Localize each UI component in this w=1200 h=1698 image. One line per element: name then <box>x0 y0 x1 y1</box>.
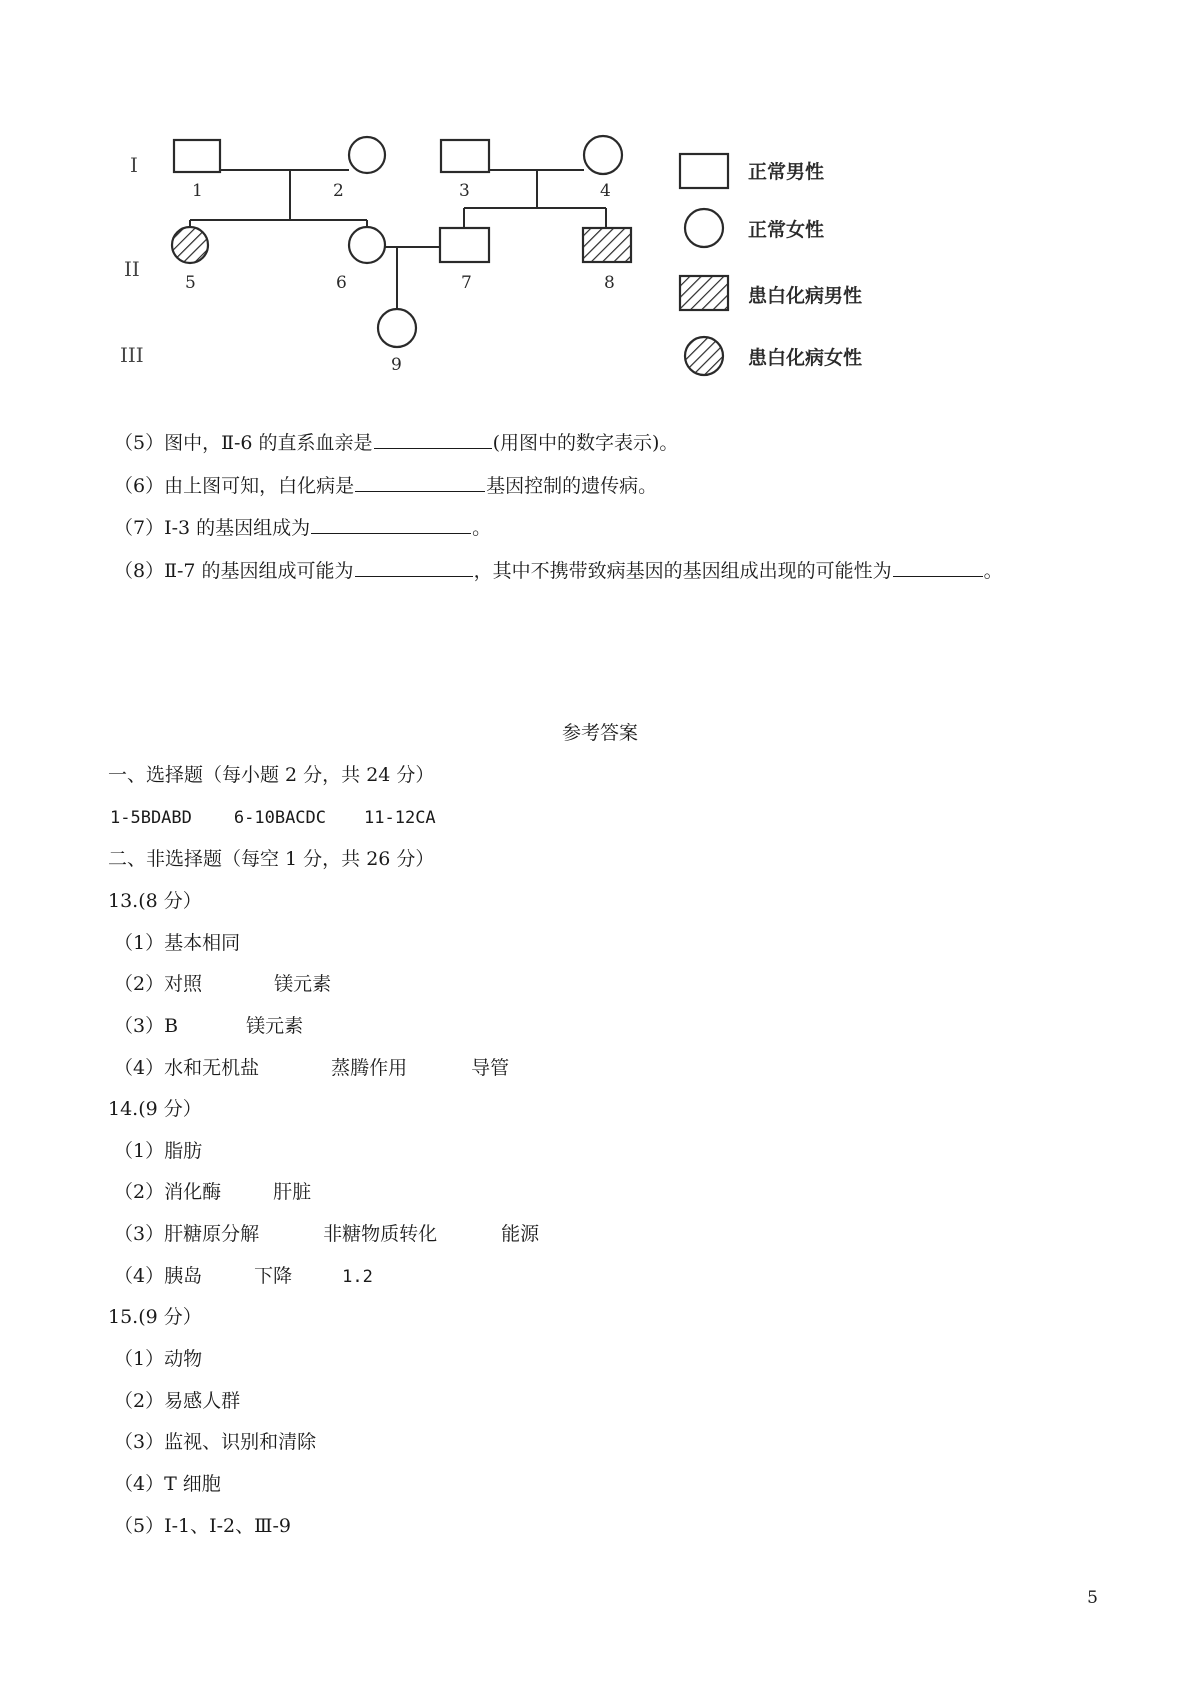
section-2-heading: 二、非选择题（每空 1 分，共 26 分） <box>108 848 435 870</box>
individual-number-1: 1 <box>192 181 203 201</box>
question-5-text: （5）图中，Ⅱ-6 的直系血亲是 <box>114 432 373 454</box>
legend-normal-male-label: 正常男性 <box>748 161 825 183</box>
q13-4 <box>114 1056 509 1080</box>
q13-2-b: 镁元素 <box>274 973 332 995</box>
q13-2 <box>114 972 331 996</box>
individual-4-normal-female <box>584 136 622 174</box>
individual-number-3: 3 <box>459 181 470 201</box>
mc-answers-3: 11-12CA <box>364 808 436 828</box>
q14-4-c: 1.2 <box>342 1267 373 1287</box>
individual-number-6: 6 <box>336 273 347 293</box>
question-5 <box>114 430 678 455</box>
legend-affected-female-label: 患白化病女性 <box>748 347 863 369</box>
individual-2-normal-female <box>349 137 385 173</box>
q14-4-a: （4）胰岛 <box>114 1265 203 1287</box>
individual-9-normal-female <box>378 309 416 347</box>
q15-1: （1）动物 <box>114 1348 203 1370</box>
mc-answers <box>110 806 436 830</box>
question-6-suffix: 基因控制的遗传病。 <box>486 475 658 497</box>
section-1-heading: 一、选择题（每小题 2 分，共 24 分） <box>108 764 435 786</box>
q13-3-a: （3）B <box>114 1015 179 1037</box>
q14-2-a: （2）消化酶 <box>114 1181 222 1203</box>
q13-4-b: 蒸腾作用 <box>331 1057 408 1079</box>
q14-2 <box>114 1180 311 1204</box>
answer-blank-5[interactable] <box>374 430 492 449</box>
individual-number-8: 8 <box>604 273 615 293</box>
question-6 <box>114 473 657 498</box>
generation-label-2: II <box>124 257 140 281</box>
q15-heading: 15.(9 分） <box>108 1306 202 1328</box>
mc-answers-2: 6-10BACDC <box>233 808 327 828</box>
generation-label-1: I <box>130 153 138 177</box>
question-7-text: （7）Ⅰ-3 的基因组成为 <box>114 517 311 539</box>
legend-normal-male-symbol <box>680 154 728 188</box>
q13-1: （1）基本相同 <box>114 932 241 954</box>
q15-5: （5）Ⅰ-1、Ⅰ-2、Ⅲ-9 <box>114 1515 291 1537</box>
q14-2-b: 肝脏 <box>273 1181 312 1203</box>
question-8 <box>114 558 1003 583</box>
answer-blank-7[interactable] <box>311 515 471 534</box>
individual-7-normal-male <box>440 228 489 262</box>
q13-4-c: 导管 <box>471 1057 510 1079</box>
individual-3-normal-male <box>441 140 489 172</box>
q14-heading: 14.(9 分） <box>108 1098 202 1120</box>
question-8-middle: ，其中不携带致病基因的基因组成出现的可能性为 <box>473 560 892 582</box>
question-6-text: （6）由上图可知，白化病是 <box>114 475 355 497</box>
question-8-suffix: 。 <box>983 560 1003 582</box>
q15-3: （3）监视、识别和清除 <box>114 1431 317 1453</box>
q13-2-a: （2）对照 <box>114 973 203 995</box>
q14-3-a: （3）肝糖原分解 <box>114 1223 260 1245</box>
q14-4 <box>114 1264 373 1289</box>
individual-number-2: 2 <box>333 181 344 201</box>
legend-affected-male-label: 患白化病男性 <box>748 285 863 307</box>
legend-normal-female-label: 正常女性 <box>748 219 825 241</box>
q13-3 <box>114 1014 303 1038</box>
individual-number-4: 4 <box>600 181 611 201</box>
individual-6-normal-female <box>349 227 385 263</box>
individual-number-7: 7 <box>461 273 472 293</box>
q14-1: （1）脂肪 <box>114 1140 203 1162</box>
q14-3 <box>114 1222 539 1246</box>
question-7-suffix: 。 <box>472 517 492 539</box>
q13-heading: 13.(8 分） <box>108 890 202 912</box>
individual-5-affected-female <box>172 227 208 263</box>
individual-1-normal-male <box>174 140 220 172</box>
q13-4-a: （4）水和无机盐 <box>114 1057 260 1079</box>
legend-normal-female-symbol <box>685 209 723 247</box>
q15-4: （4）T 细胞 <box>114 1473 221 1495</box>
answer-blank-8b[interactable] <box>893 558 983 577</box>
answers-title: 参考答案 <box>561 722 638 744</box>
legend-affected-female-symbol <box>685 337 723 375</box>
q14-3-b: 非糖物质转化 <box>323 1223 438 1245</box>
individual-number-5: 5 <box>185 273 196 293</box>
pedigree-chart <box>100 130 1000 420</box>
q13-3-b: 镁元素 <box>246 1015 304 1037</box>
q14-3-c: 能源 <box>501 1223 540 1245</box>
individual-8-affected-male <box>583 228 631 262</box>
question-7 <box>114 515 491 540</box>
q14-4-b: 下降 <box>254 1265 293 1287</box>
page-number: 5 <box>1087 1588 1098 1608</box>
legend-affected-male-symbol <box>680 276 728 310</box>
question-8-text: （8）Ⅱ-7 的基因组成可能为 <box>114 560 354 582</box>
mc-answers-1: 1-5BDABD <box>110 808 192 828</box>
answer-blank-6[interactable] <box>355 473 485 492</box>
question-5-suffix: (用图中的数字表示)。 <box>492 432 679 454</box>
answer-blank-8a[interactable] <box>355 558 473 577</box>
generation-label-3: III <box>120 343 144 367</box>
q15-2: （2）易感人群 <box>114 1390 241 1412</box>
individual-number-9: 9 <box>391 355 402 375</box>
